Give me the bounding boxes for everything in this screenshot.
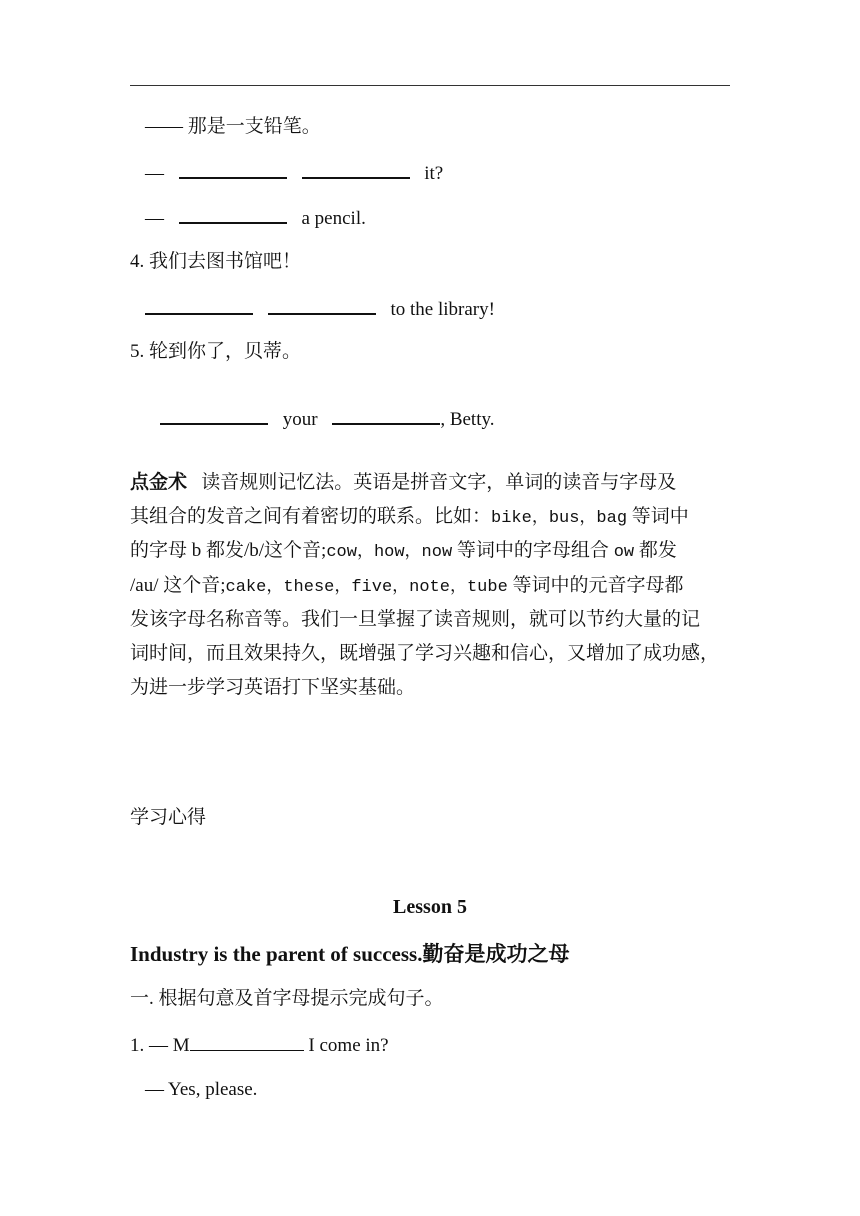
section1-heading	[130, 986, 444, 1012]
tip-example: ow	[613, 543, 635, 563]
lesson-title: Lesson 5	[393, 896, 467, 918]
tip-row-6	[130, 637, 730, 671]
blank[interactable]	[179, 159, 287, 179]
header-rule	[130, 85, 730, 86]
tip-text: 词时间，而且效果持久，既增强了学习兴趣和信心，又增加了成功感，	[130, 642, 720, 664]
tip-text: 其组合的发音之间有着密切的联系。比如：	[130, 506, 492, 528]
tip-row-1	[130, 466, 730, 500]
blank[interactable]	[179, 204, 287, 224]
lesson-motto	[130, 941, 569, 967]
tip-text: 读音规则记忆法。英语是拼音文字，单词的读音与字母及	[201, 472, 677, 493]
q5-mid: your	[282, 409, 318, 430]
q5-tail: , Betty.	[440, 409, 495, 430]
tip-text: 都发	[634, 540, 677, 562]
tip-row-7	[130, 671, 730, 705]
section1-heading-text: 一. 根据句意及首字母提示完成句子。	[130, 988, 444, 1009]
tip-text: 等词中的字母组合	[452, 540, 614, 562]
tip-text: 的字母 b 都发/b/这个音;	[130, 540, 327, 562]
q3-chinese	[145, 114, 321, 140]
notes-label-text: 学习心得	[130, 807, 207, 828]
q4-chinese	[130, 249, 301, 275]
tip-row-3	[130, 534, 730, 568]
tip-text: 等词中	[627, 506, 689, 528]
q4-tail: to the library!	[390, 299, 495, 320]
blank[interactable]	[145, 295, 253, 315]
section1-q1-answer	[145, 1077, 257, 1103]
blank[interactable]	[268, 295, 376, 315]
tip-text: 为进一步学习英语打下坚实基础。	[130, 677, 416, 699]
q1-tail: I come in?	[303, 1035, 389, 1056]
q4-chinese-text: 4. 我们去图书馆吧！	[130, 251, 302, 272]
q3-line1-tail: it?	[424, 163, 444, 184]
q3-line2	[145, 204, 366, 232]
tip-example: cake，these，five，note，tube	[225, 577, 508, 597]
blank[interactable]	[160, 405, 268, 425]
q1-prefix: 1. — M	[130, 1035, 190, 1056]
tip-example: bike，bus，bag	[491, 509, 628, 529]
lesson-motto-text: Industry is the parent of success.勤奋是成功之母	[130, 942, 570, 966]
q3-chinese-text: —— 那是一支铅笔。	[145, 116, 321, 137]
tip-row-2	[130, 500, 730, 534]
tip-paragraph	[130, 466, 730, 705]
q5-answer-line	[160, 405, 495, 433]
dash: —	[145, 208, 164, 229]
q5-chinese-text: 5. 轮到你了，贝蒂。	[130, 341, 302, 362]
q1-answer-text: — Yes, please.	[145, 1079, 258, 1100]
q4-answer-line	[145, 295, 495, 323]
tip-text: /au/ 这个音;	[130, 574, 226, 596]
notes-label	[130, 805, 206, 831]
blank[interactable]	[190, 1032, 304, 1051]
section1-q1	[130, 1032, 389, 1059]
tip-text: 等词中的元音字母都	[507, 574, 684, 596]
q3-line1	[145, 159, 443, 187]
tip-label: 点金术	[130, 472, 188, 493]
tip-row-5	[130, 603, 730, 637]
tip-text: 发该字母名称音等。我们一旦掌握了读音规则，就可以节约大量的记	[130, 608, 701, 630]
blank[interactable]	[332, 405, 440, 425]
tip-row-4	[130, 569, 730, 603]
tip-example: cow，how，now	[326, 543, 453, 563]
q5-chinese	[130, 339, 301, 365]
blank[interactable]	[302, 159, 410, 179]
q3-line2-tail: a pencil.	[301, 208, 366, 229]
dash: —	[145, 163, 164, 184]
